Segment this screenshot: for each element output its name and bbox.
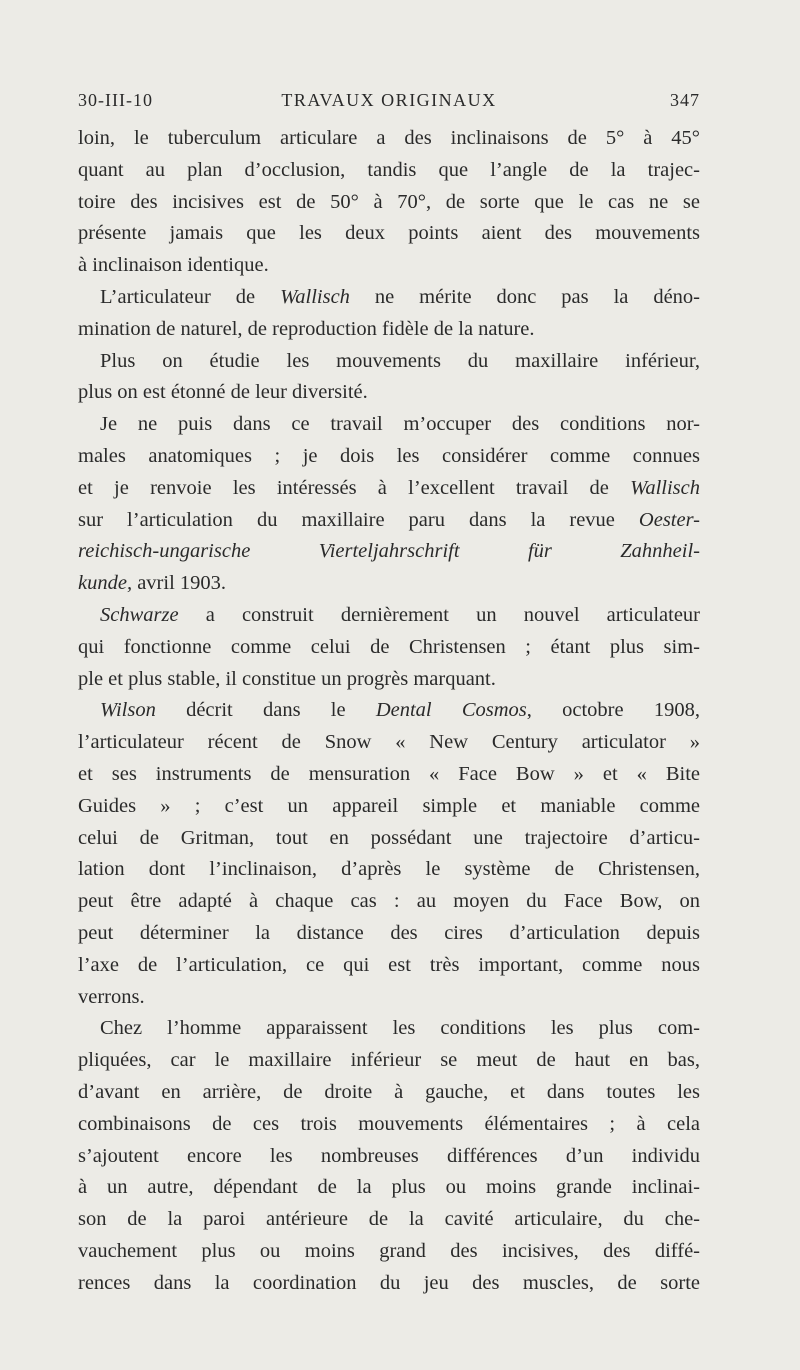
text-line	[78, 664, 700, 696]
italic-text-segment: Oester-	[638, 508, 700, 531]
text-line	[78, 1268, 700, 1300]
text-line	[78, 250, 700, 282]
text-line	[78, 1141, 700, 1173]
text-line	[78, 505, 700, 537]
text-line	[78, 759, 700, 791]
text-line	[78, 1236, 700, 1268]
book-page	[78, 0, 700, 1370]
text-segment: rences dans la coordination du jeu des muscles, de sorte	[78, 1271, 700, 1294]
italic-text-segment: Wilson	[100, 699, 156, 722]
text-segment: L’articulateur de	[100, 285, 281, 308]
running-head	[78, 90, 700, 118]
text-segment: celui de Gritman, tout en possédant une trajectoire d’articu-	[78, 826, 700, 849]
text-segment: a construit dernièrement un nouvel articulateur	[178, 603, 700, 626]
text-segment: qui fonctionne comme celui de Christensen ; étant plus sim-	[78, 635, 700, 658]
text-segment: mination de naturel, de reproduction fidèle de la nature.	[78, 317, 535, 340]
text-segment: avril 1903.	[132, 572, 227, 595]
text-segment: loin, le tuberculum articulare a des inclinaisons de 5° à 45°	[78, 127, 700, 149]
text-line	[78, 1204, 700, 1236]
text-segment: présente jamais que les deux points aient des mouvements	[78, 222, 700, 245]
text-segment: et je renvoie les intéressés à l’excellent travail de	[78, 476, 631, 499]
text-segment: combinaisons de ces trois mouvements élémentaires ; à cela	[78, 1112, 700, 1135]
body-text	[78, 123, 700, 1299]
text-segment: Guides » ; c’est un appareil simple et maniable comme	[78, 794, 700, 817]
text-line	[78, 791, 700, 823]
text-segment: Chez l’homme apparaissent les conditions les plus com-	[100, 1017, 700, 1040]
text-segment: et ses instruments de mensuration « Face Bow » et « Bite	[78, 762, 700, 785]
text-line	[78, 282, 700, 314]
text-segment: son de la paroi antérieure de la cavité articulaire, du che-	[78, 1208, 700, 1231]
text-line	[78, 950, 700, 982]
text-line	[78, 409, 700, 441]
text-line	[78, 441, 700, 473]
italic-text-segment: reichisch-ungarische Vierteljahrschrift für Zahnheil-	[78, 540, 700, 563]
italic-text-segment: Wallisch	[630, 476, 700, 499]
italic-text-segment: Dental Cosmos	[375, 699, 527, 722]
text-line	[78, 377, 700, 409]
italic-text-segment: Schwarze	[100, 603, 179, 626]
italic-text-segment: kunde,	[78, 572, 133, 595]
text-segment: d’avant en arrière, de droite à gauche, et dans toutes les	[78, 1080, 700, 1103]
text-segment: quant au plan d’occlusion, tandis que l’angle de la trajec-	[78, 158, 700, 181]
text-segment: s’ajoutent encore les nombreuses différences d’un individu	[78, 1144, 700, 1167]
text-line	[78, 218, 700, 250]
text-segment: l’axe de l’articulation, ce qui est très important, comme nous	[78, 953, 700, 976]
text-segment: lation dont l’inclinaison, d’après le système de Christensen,	[78, 858, 700, 881]
text-line	[78, 854, 700, 886]
text-segment: à un autre, dépendant de la plus ou moins grande inclinai-	[78, 1176, 700, 1199]
text-segment: sur l’articulation du maxillaire paru dans la revue	[78, 508, 639, 531]
text-line	[78, 727, 700, 759]
text-segment: pliquées, car le maxillaire inférieur se meut de haut en bas,	[78, 1049, 700, 1072]
text-segment: Plus on étudie les mouvements du maxillaire inférieur,	[100, 349, 700, 372]
text-segment: ne mérite donc pas la déno-	[349, 285, 700, 308]
text-segment: males anatomiques ; je dois les considérer comme connues	[78, 444, 700, 467]
text-line	[78, 536, 700, 568]
text-line	[78, 1077, 700, 1109]
text-line	[78, 600, 700, 632]
text-segment: plus on est étonné de leur diversité.	[78, 381, 368, 404]
text-line	[78, 886, 700, 918]
text-line	[78, 695, 700, 727]
text-segment: l’articulateur récent de Snow « New Century articulator »	[78, 731, 700, 754]
text-line	[78, 1013, 700, 1045]
text-segment: verrons.	[78, 985, 145, 1008]
text-segment: à inclinaison identique.	[78, 254, 269, 277]
text-segment: toire des incisives est de 50° à 70°, de sorte que le cas ne se	[78, 190, 700, 213]
text-line	[78, 1045, 700, 1077]
page-number: 347	[670, 90, 700, 110]
section-title: TRAVAUX ORIGINAUX	[281, 90, 497, 110]
text-line	[78, 568, 700, 600]
text-line	[78, 918, 700, 950]
text-line	[78, 314, 700, 346]
text-line	[78, 346, 700, 378]
text-line	[78, 1109, 700, 1141]
text-line	[78, 123, 700, 155]
text-segment: vauchement plus ou moins grand des incisives, des diffé-	[78, 1239, 700, 1262]
text-segment: peut être adapté à chaque cas : au moyen du Face Bow, on	[78, 890, 700, 913]
text-line	[78, 473, 700, 505]
text-segment: peut déterminer la distance des cires d’articulation depuis	[78, 921, 700, 944]
italic-text-segment: Wallisch	[280, 285, 350, 308]
text-segment: Je ne puis dans ce travail m’occuper des conditions nor-	[100, 413, 700, 436]
text-segment: décrit dans le	[155, 699, 376, 722]
text-segment: ple et plus stable, il constitue un progrès marquant.	[78, 667, 496, 690]
text-line	[78, 187, 700, 219]
text-line	[78, 632, 700, 664]
text-line	[78, 1172, 700, 1204]
text-segment: , octobre 1908,	[526, 699, 700, 722]
text-line	[78, 155, 700, 187]
text-line	[78, 982, 700, 1014]
issue-number: 30-III-10	[78, 90, 153, 110]
text-line	[78, 823, 700, 855]
